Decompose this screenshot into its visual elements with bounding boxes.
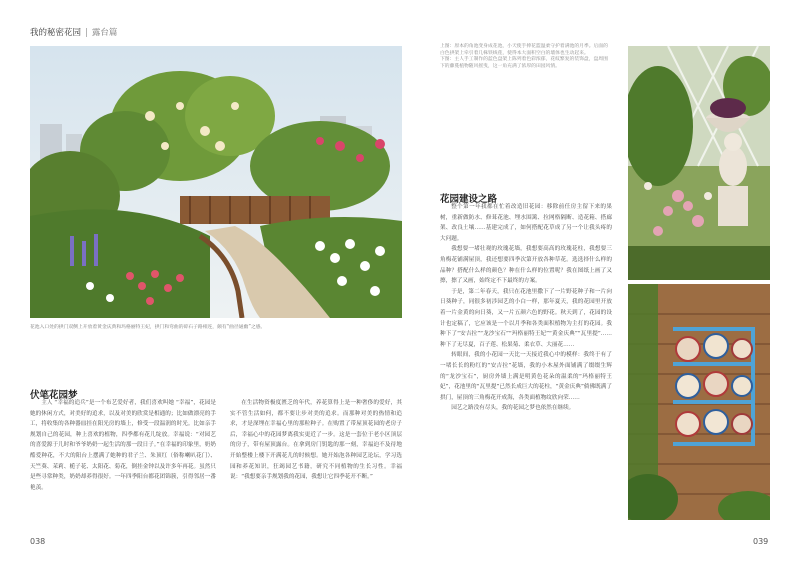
section1-paragraph-2: 在生活物资极度匮乏的年代，养花算得上是一种奢侈的爱好，其实不管生活如何，都不要让步对美的追求。而那种对美的热情和追求，才是深埋在幸福心里的那粒种子。在购置了带屋顶花园的老房子后，幸福心中的花园梦离我实更近了一步。这是一套位于老小区顶层的房子，带有屋顶露台。在拿到房门钥匙的那一刻，幸福迫不及待地开始整楼上楼下开满花儿的时候想。她开始泡各种园艺论坛，学习选园和养花知识，狂竭园艺书籍，研究不同植物的生长习性。幸福说：“我想要亲手规划我的花园，我想让它四季花开不断。” <box>230 400 402 481</box>
right-top-captions <box>440 44 612 70</box>
cherub-planter-illustration <box>628 46 770 280</box>
section2-paragraph-3: 于是，第二年春天，我只在花池里撒下了一片野花种子和一片向日葵种子，同很多初涉园艺的小白一样，那年夏天，我的花园里开放着一片金黄的向日葵，又一片五颜六色的野花。秋天到了，花园的设计也定稿了，它应该是一个以月季和各类面积植物为主打的花园。我种下了“安吉拉”“龙沙宝石”“玛格丽特王妃”“黄金庆典”“瓦里提”……种下了无尽夏，百子莲、松果菊、柔衣草、大丽花…… <box>440 288 612 348</box>
garden-path-illustration <box>30 46 402 318</box>
cherub-planter-photo <box>628 46 770 280</box>
header-divider: | <box>85 28 88 38</box>
plate-rack-photo <box>628 284 770 520</box>
section2-paragraph-1: 整个第一年我都在忙着改造旧花园：移除前任房主留下来的果树，重新做防水、修葺花池、埋水围篱、拉网格隔断、造花箱、搭廊架、改良土壤……基建完成了，如何搭配花草成了另一个让我头疼的大问题。 <box>440 204 612 242</box>
caption-top-photo: 上图：原本的角池变身成花池，小天使手捧花篮温柔守护着满池的月季。后面的白色拱架上牵引着几株铁线莲，使得本大面积空白的墙体也生动起来。 <box>440 44 608 56</box>
section1-title: 伏笔花园梦 <box>30 390 78 401</box>
section2-paragraph-2: 我想要一堵壮观的玫瑰花墙，我想要高高的玫瑰花柱，我想要三角梅花铺满屋顶，我还想要四季次第开放各种草花。选选择什么样的品种？搭配什么样的颜色？种在什么样的位置呢？我在图纸上画了又擦，擦了又画，始终定不下最终的方案。 <box>440 246 612 285</box>
header-section: 露台篇 <box>91 28 118 38</box>
magazine-header <box>30 26 117 38</box>
section2-paragraph-4: 转眼间，我的小花园一天比一天接近我心中的模样：我终于有了一堵长长的粉红的“安吉拉”花墙，我的小木屋外面铺满了缀缀生辉的“龙沙宝石”，厨房外墙上满是明黄色花朵的温柔的“玛格丽特王妃”，花池里的“瓦里提”已然长成巨大的花柱，“黄金庆典”倘佛既满了拱门，屋顶的三角梅花开成海，各类面植物纹欣向荣…… <box>440 352 612 401</box>
plate-rack-illustration <box>628 284 770 520</box>
section2-title: 花园建设之路 <box>440 194 498 205</box>
right-page-number: 039 <box>753 537 769 546</box>
header-title: 我的秘密花园 <box>30 28 82 38</box>
section2-paragraph-5: 园艺之路没有尽头，我的花园之梦也依然在继续。 <box>451 405 575 412</box>
garden-path-photo <box>30 46 402 318</box>
left-page-number: 038 <box>30 537 46 546</box>
main-photo-caption: 花池入口处的拱门双侧上开放着黄金庆典和玛格丽特王妃，拱门和弯曲的碎石子路相连，颇有“曲径通幽”之感。 <box>30 325 266 330</box>
caption-bottom-photo: 下图：主人手工制作的蓝色盘架上陈列着色彩浓郁，花纹繁复的装饰盘，盘周围下的藤蔓植物随风摇曳，这一角充满了浓厚的田园风情。 <box>440 57 608 69</box>
section1-paragraph-1: 主人 “幸福的追兵”是一个布艺爱好者，我们喜欢叫她 “幸福”，花园是她的休闲方式，对美好的追求，以及对美的欣赏是相通的；比如做漂亮的手工，将收集的各种器皿挂在阳光房的墙上，修受一段温润的时光。比如亲手规划自己的花园，种上喜欢的植物，四季都有花儿绽放。幸福说：“对园艺的喜爱源于儿时和爷爷奶奶一起生活的那一段日子。”在幸福的印象里，奶奶酷爱种花，不大的阳台上摆满了她种的君子兰、朱顶红（俗称喇叭花门）、天竺葵、茉莉、栀子花、太阳花、菊花，倒挂金钟以及许多年再花。虽然只是些寻常种类，奶奶却养得很好。一年四季阳台都花团锦簇，引得邻居一番艳羡。 <box>30 400 216 491</box>
section1-col1 <box>30 398 216 528</box>
section2-column <box>440 202 612 532</box>
section1-col2 <box>230 398 402 528</box>
